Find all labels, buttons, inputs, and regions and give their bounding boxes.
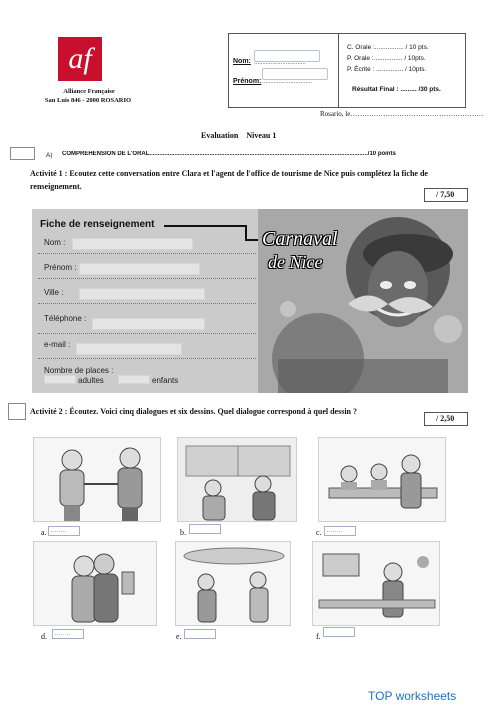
field-email-input[interactable] — [76, 343, 182, 355]
answer-f-input[interactable] — [323, 627, 355, 637]
answer-e-input[interactable] — [184, 629, 216, 639]
field-adults-input[interactable] — [44, 375, 76, 384]
answer-d-letter: d. — [41, 632, 47, 641]
field-children-input[interactable] — [118, 375, 150, 384]
field-children-label: enfants — [152, 376, 179, 385]
fiche-title-line — [164, 225, 246, 227]
footer-brand-worksheets: worksheets — [395, 689, 457, 703]
drawing-b — [177, 437, 297, 522]
section-a-letter: A) — [46, 152, 53, 159]
resultat-final: Résultat Final : ......... /30 pts. — [352, 86, 441, 93]
poster-title-line1: Carnaval — [262, 228, 338, 250]
field-ville-input[interactable] — [79, 288, 205, 300]
fiche-title: Fiche de renseignement — [40, 219, 155, 230]
field-telephone-label: Téléphone : — [44, 314, 87, 323]
answer-c-input[interactable]: ........ — [324, 526, 356, 536]
field-adults-label: adultes — [78, 376, 104, 385]
answer-a-letter: a. — [41, 528, 47, 537]
drawing-d — [33, 541, 157, 626]
prenom-label: Prénom: — [233, 78, 262, 85]
drawing-f — [312, 541, 440, 626]
nom-dots: ............................... — [254, 60, 306, 66]
field-prenom-label: Prénom : — [44, 263, 77, 272]
score-ecrite: P. Écrite : ............... / 10pts. — [347, 66, 427, 73]
score-p-oral: P. Orale :................ / 10pts. — [347, 55, 426, 62]
answer-f-letter: f. — [316, 632, 321, 641]
footer-brand-top: TOP — [368, 689, 393, 703]
field-ville-underline — [38, 303, 256, 304]
activite2-score: / 2,50 — [436, 414, 455, 423]
field-email-label: e-mail : — [44, 340, 71, 349]
svg-text:af: af — [68, 42, 92, 75]
field-nom-underline — [38, 253, 256, 254]
section-a-title: COMPRÉHENSION DE L'ORAL.................................................................................................................................../10 points — [62, 151, 396, 157]
score-oral: C. Orale :................ / 10 pts. — [347, 44, 429, 51]
section-a-checkbox[interactable] — [10, 147, 35, 160]
poster-title-line2: de Nice — [268, 252, 323, 272]
drawing-c — [318, 437, 446, 522]
field-places-label: Nombre de places : — [44, 366, 114, 375]
school-name: Alliance Française — [63, 88, 115, 95]
answer-a-input[interactable]: ........ — [48, 526, 80, 536]
field-prenom-underline — [38, 278, 256, 279]
activite1-score: / 7,50 — [436, 190, 455, 199]
answer-b-letter: b. — [180, 528, 186, 537]
fiche-title-line-right — [245, 225, 247, 240]
answer-d-input[interactable]: ........ — [52, 629, 84, 639]
field-nom-input[interactable] — [72, 238, 193, 250]
field-email-underline — [38, 358, 256, 359]
alliance-logo — [55, 34, 105, 84]
answer-c-letter: c. — [316, 528, 322, 537]
answer-b-input[interactable] — [189, 524, 221, 534]
place-date: Rosario, le………………………………………………… — [320, 110, 484, 118]
footer-brand[interactable] — [368, 689, 456, 703]
drawing-e — [175, 541, 291, 626]
drawing-a — [33, 437, 161, 522]
prenom-dots: .............................. — [262, 79, 313, 85]
nom-label: Nom: — [233, 58, 251, 65]
activite2-checkbox[interactable] — [8, 403, 26, 420]
field-telephone-input[interactable] — [92, 318, 205, 330]
identity-divider — [338, 34, 339, 108]
field-nom-label: Nom : — [44, 238, 66, 247]
answer-e-letter: e. — [176, 632, 182, 641]
school-address: San Luis 846 - 2000 ROSARIO — [44, 97, 132, 104]
field-telephone-underline — [38, 333, 256, 334]
activite1-instruction: Activité 1 : Ecoutez cette conversation entre Clara et l'agent de l'office de tourisme de Nice puis complétez la fiche de renseignement. — [30, 169, 428, 191]
field-prenom-input[interactable] — [79, 263, 200, 275]
activite2-instruction: Activité 2 : Écoutez. Voici cinq dialogues et six dessins. Quel dialogue correspond à quel dessin ? — [30, 407, 357, 416]
field-ville-label: Ville : — [44, 288, 64, 297]
page-title: Evaluation Niveau 1 — [201, 131, 277, 140]
